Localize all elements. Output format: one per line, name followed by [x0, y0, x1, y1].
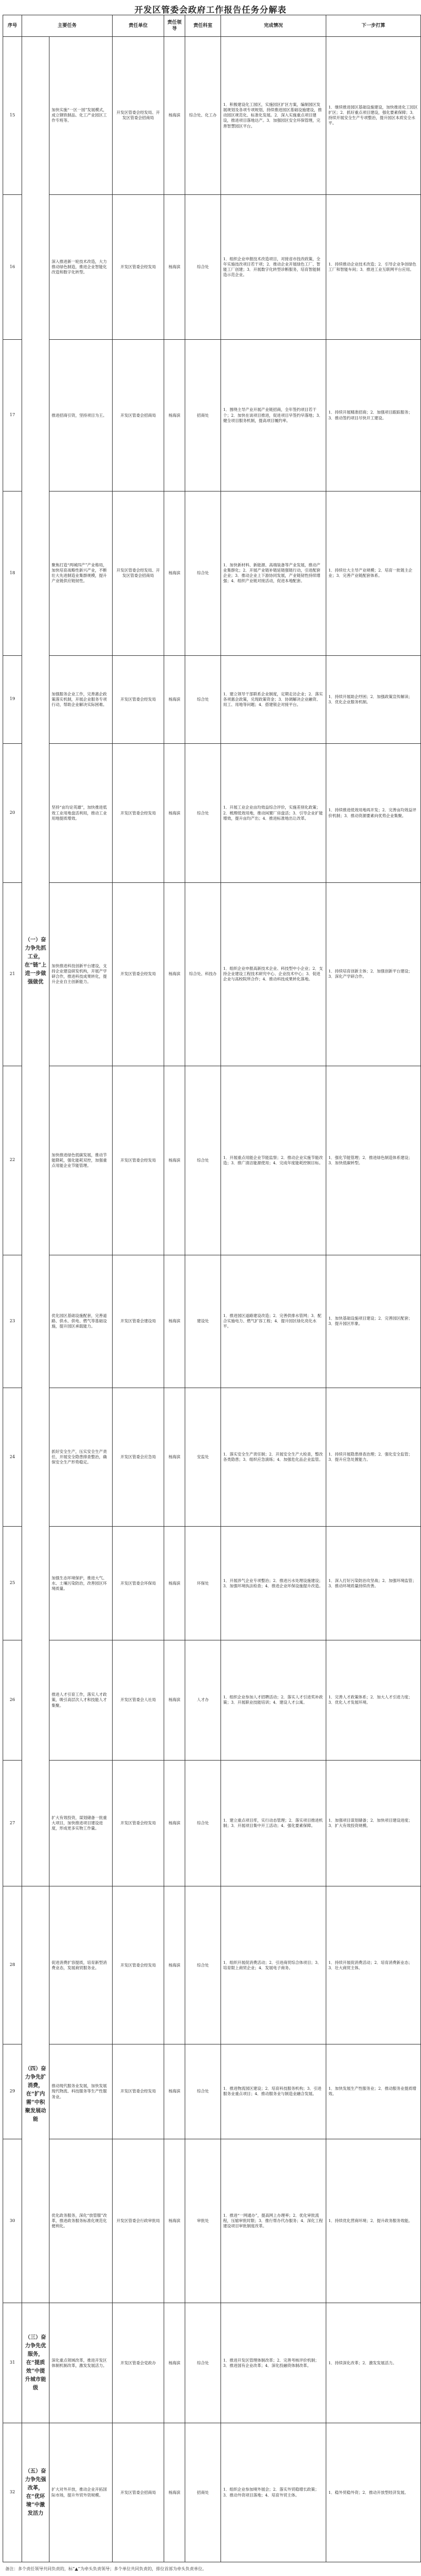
row-seq: 22: [3, 1066, 22, 1255]
row-seq: 25: [3, 1527, 22, 1640]
row-dept: 综合处: [185, 194, 221, 340]
row-seq: 30: [3, 2139, 22, 2303]
row-next: 1．持续深化改革；2．激发发展活力。: [326, 2303, 421, 2423]
row-next: 1．加快发展生产性服务业；2．推动服务业提质增效。: [326, 2044, 421, 2139]
row-lead-unit: 开发区管委会建设局: [113, 1255, 164, 1388]
row-leader: 杨海滨: [164, 2423, 185, 2562]
row-seq: 28: [3, 1886, 22, 2044]
table-row: [3, 1640, 421, 1761]
row-leader: 杨海滨: [164, 1255, 185, 1388]
row-seq: 32: [3, 2423, 22, 2562]
row-dept: 综合处: [185, 744, 221, 883]
row-lead-unit: 开发区管委会环保局: [113, 1527, 164, 1640]
row-next: 1．加快基础设施项目建设；2．完善园区配套；3．提升园区形象。: [326, 1255, 421, 1388]
header-row: [3, 15, 421, 37]
table-row: [3, 2044, 421, 2139]
row-seq: 24: [3, 1388, 22, 1527]
row-next: 1．强化节能管理；2．推进绿色制造体系建设；3．加快低碳转型。: [326, 1066, 421, 1255]
row-seq: 17: [3, 340, 22, 491]
row-progress: 1．建立重点项目库，实行动态管理；2．落实项目推进机制；3．开展项目集中开工活动；4．强化要素保障。: [221, 1760, 326, 1886]
row-dept: 审批处: [185, 2139, 221, 2303]
row-seq: 15: [3, 37, 22, 195]
row-task: 促进消费扩容提质，培育新型消费业态，发展商贸服务业。: [49, 1886, 113, 2044]
row-leader: 杨海滨: [164, 491, 185, 655]
row-leader: 杨海滨: [164, 194, 185, 340]
row-lead-unit: 开发区管委会经发局: [113, 194, 164, 340]
table-row: [3, 2423, 421, 2562]
header-lead-unit: 责任单位: [113, 15, 164, 37]
row-task: 优化政务服务，深化“放管服”改革，推进政务服务标准化规范化便利化。: [49, 2139, 113, 2303]
row-progress: 1．组织企业参加境外展会；2．落实外贸稳增长政策；3．推动外资项目落地；4．培育外贸主体。: [221, 2423, 326, 2562]
table-row: [3, 2303, 421, 2423]
table-row: [3, 1760, 421, 1886]
row-leader: 杨海滨: [164, 655, 185, 744]
row-task: 抓好安全生产，压实安全生产责任，开展安全隐患排查整治，确保安全生产形势稳定。: [49, 1388, 113, 1527]
row-next: 1．完善人才政策体系；2．加大人才引进力度；3．优化人才发展环境。: [326, 1640, 421, 1761]
row-leader: 杨海滨: [164, 744, 185, 883]
header-dept: 责任科室: [185, 15, 221, 37]
row-next: 1．持续开展助企纾困；2．加强政策宣传解读；3．优化企业服务机制。: [326, 655, 421, 744]
row-progress: 1．组织企业参加人才招聘活动；2．落实人才引进奖补政策；3．开展职业技能培训；4．建设人才公寓。: [221, 1640, 326, 1761]
row-leader: 杨海滨: [164, 1886, 185, 2044]
row-dept: 综合处、科技办: [185, 882, 221, 1066]
row-next: 1．持续推动企业技术改造；2．引导企业争创绿色工厂和智能车间；3．推进工业互联网平台应用。: [326, 194, 421, 340]
row-dept: 安监处: [185, 1388, 221, 1527]
row-task: 聚焦打造“两城四产”产业格局，加快培育战略性新兴产业，不断壮大先进制造业集群规模，提升产业链供应链韧性。: [49, 491, 113, 655]
row-seq: 20: [3, 744, 22, 883]
row-next: 1．持续培育创新主体；2．加强创新平台建设；3．深化产学研合作。: [326, 882, 421, 1066]
category-label: （五）奋力争先强改革，在“优环境”中激发活力: [22, 2423, 49, 2562]
row-progress: 1．加快新材料、新能源、高端装备等产业发展，推动产业集群化；2．开展产业链补链延链强链行动，引进配套企业；3．推动企业上下游协同发展，产业链韧性持续增强；4．组织产业链对接活动，促进本地配套。: [221, 491, 326, 655]
row-next: 1．加强项目谋划储备；2．加快项目建设进度；3．扩大有效投资规模。: [326, 1760, 421, 1886]
table-row: [3, 1066, 421, 1255]
table-row: [3, 1527, 421, 1640]
row-lead-unit: 开发区管委会应急局: [113, 1388, 164, 1527]
row-next: 1．持续开展隐患排查治理；2．强化安全监管；3．提升应急处置能力。: [326, 1388, 421, 1527]
row-lead-unit: 开发区管委会行政审批局: [113, 2139, 164, 2303]
category-label: （一）奋力争先抓工业，在“链”上进一步做强做优: [22, 37, 49, 1886]
row-task: 坚持“亩均论英雄”，加快推进低效工业用地盘活利用，推动工业用地提质增效。: [49, 744, 113, 883]
row-task: 加快实施“一区一园”发展模式，成立钢铁制品、化工产业园区工作专班等。: [49, 37, 113, 195]
row-seq: 29: [3, 2044, 22, 2139]
table-row: [3, 194, 421, 340]
table-row: [3, 882, 421, 1066]
row-seq: 23: [3, 1255, 22, 1388]
row-lead-unit: 开发区管委会经发局: [113, 2044, 164, 2139]
row-seq: 21: [3, 882, 22, 1066]
table-row: [3, 655, 421, 744]
row-next: 1．继续推进园区基础设施建设，加快推进化工园区扩区；2．抓好重点项目建设，强化要素保障；3．持续开展安全生产专项整治，提升园区本质安全水平。: [326, 37, 421, 195]
row-progress: 1．组织企业申报技术改造项目，对接省市技改政策，全年实施技改项目若干项；2．推动企业开展绿色工厂、智能工厂创建；3．开展数字化转型诊断服务，培育智能制造示范企业。: [221, 194, 326, 340]
row-dept: 招商处: [185, 340, 221, 491]
footnote: 备注：多个责任领导共同负责的，标“▲”为牵头负责领导；多个单位共同负责的，排位首部为牵头负责单位。: [5, 2567, 207, 2571]
row-task: 优化园区基础设施配套，完善道路、供水、供电、燃气等基础设施，提升园区承载能力。: [49, 1255, 113, 1388]
row-dept: 综合处: [185, 1760, 221, 1886]
row-leader: 杨海滨: [164, 2303, 185, 2423]
row-progress: 1．组织开展促消费活动；2．引进商贸综合体项目；3．培育限上商贸企业；4．发展电子商务。: [221, 1886, 326, 2044]
row-progress: 1．开展工业企业亩均效益综合评价，实施差别化政策；2．梳理低效用地，推动闲置厂房盘活；3．引导企业扩能增效，提升亩均产出；4．推进标准地出让改革。: [221, 744, 326, 883]
row-progress: 1．推进园区道路建设改造；2．完善供排水管网；3．配合实施电力、燃气扩容工程；4．提升园区绿化亮化水平。: [221, 1255, 326, 1388]
header-next: 下一步打算: [326, 15, 421, 37]
row-seq: 27: [3, 1760, 22, 1886]
row-leader: 杨海滨: [164, 882, 185, 1066]
row-leader: 杨海滨: [164, 2139, 185, 2303]
table-row: [3, 491, 421, 655]
row-task: 推进招商引资，坚持项目为王。: [49, 340, 113, 491]
row-next: 1．持续壮大主导产业规模；2．培育一批链主企业；3．完善产业链配套体系。: [326, 491, 421, 655]
table-row: [3, 37, 421, 195]
row-seq: 26: [3, 1640, 22, 1761]
row-lead-unit: 开发区管委会招商局: [113, 340, 164, 491]
row-lead-unit: 开发区管委会经发局: [113, 744, 164, 883]
row-seq: 16: [3, 194, 22, 340]
row-progress: 1．开展涉气企业专项整治；2．推进污水处理设施建设；3．加强环境执法检查；4．推进企业环保设施提升改造。: [221, 1527, 326, 1640]
row-leader: 杨海滨: [164, 37, 185, 195]
header-task: 主要任务: [22, 15, 113, 37]
row-task: 扩大对外开放，推动企业开拓国际市场，提升外贸外资规模。: [49, 2423, 113, 2562]
row-lead-unit: 开发区管委会经发局: [113, 655, 164, 744]
table-row: [3, 1886, 421, 2044]
row-seq: 19: [3, 655, 22, 744]
row-progress: 1．开展重点用能企业节能监察；2．推动企业实施节能改造；3．推广清洁能源使用；4．完成年度能耗控制目标。: [221, 1066, 326, 1255]
row-seq: 31: [3, 2303, 22, 2423]
row-lead-unit: 开发区管委会经发局: [113, 1886, 164, 2044]
row-task: 加快推进绿色低碳发展，推动节能降耗，强化能耗双控，加强重点用能企业节能管理。: [49, 1066, 113, 1255]
row-leader: 杨海滨: [164, 1640, 185, 1761]
row-task: 加快推进科技创新平台建设，支持企业建设研发机构，开展产学研合作，推进科技成果转化，提升企业自主创新能力。: [49, 882, 113, 1066]
row-next: 1．持续优化营商环境；2．提升政务服务效能。: [326, 2139, 421, 2303]
row-task: 深入推进新一轮技术改造，大力推动绿色制造，推进企业智能化改造和数字化转型。: [49, 194, 113, 340]
row-progress: 1．推进开发区管理体制改革；2．完善考核评价机制；3．推进国有企业改革；4．深化投融资体制改革。: [221, 2303, 326, 2423]
row-task: 深化重点领域改革，推进开发区体制机制改革，激发发展活力。: [49, 2303, 113, 2423]
row-task: 推动现代服务业发展，加快发展现代物流、科技服务等生产性服务业。: [49, 2044, 113, 2139]
row-lead-unit: 开发区管委会经发局、开发区管委会招商局: [113, 37, 164, 195]
category-label: （三）奋力争先优服务，在“提质效”中提升城市能级: [22, 2303, 49, 2423]
table-row: [3, 340, 421, 491]
table-row: [3, 1255, 421, 1388]
category-label: （四）奋力争先扩消费，在“扩内需”中积聚发展动能: [22, 1886, 49, 2303]
header-progress: 完成情况: [221, 15, 326, 37]
page-title: 开发区管委会政府工作报告任务分解表: [134, 5, 287, 15]
table-row: [3, 2139, 421, 2303]
row-lead-unit: 开发区管委会人社局: [113, 1640, 164, 1761]
row-lead-unit: 开发区管委会招商局: [113, 2423, 164, 2562]
row-next: 1．持续开展促消费活动；2．培育消费新业态；3．壮大商贸主体。: [326, 1886, 421, 2044]
row-dept: 环保处: [185, 1527, 221, 1640]
row-leader: 杨海滨: [164, 1527, 185, 1640]
row-progress: 1．建立领导干部联系企业制度，定期走访企业；2．落实各项惠企政策，兑现政策资金；3．协调解决企业融资、用工、用地等问题；4．搭建银企对接平台。: [221, 655, 326, 744]
row-progress: 1．积极建设化工园区，实施园区扩区方案，编制园区发展规划及各项专项规划，持续推进园区基础设施建设，推动园区规范化、标准化发展。2．深入实施重点项目建设，推进项目落地达产。3．加强园区安全环保管理，完善智慧园区平台。: [221, 37, 326, 195]
row-lead-unit: 开发区管委会党政办: [113, 2303, 164, 2423]
task-table: [3, 15, 421, 2562]
row-leader: 杨海滨: [164, 1066, 185, 1255]
row-progress: 1．组织企业申报高新技术企业、科技型中小企业；2．支持企业建设工程技术研究中心、企业技术中心；3．促进企业与高校院所合作；4．推动科技成果转化落地。: [221, 882, 326, 1066]
row-lead-unit: 开发区管委会经发局: [113, 1760, 164, 1886]
row-next: 1．稳外贸稳外资；2．推动开放型经济发展。: [326, 2423, 421, 2562]
row-lead-unit: 开发区管委会经发局: [113, 882, 164, 1066]
row-progress: 1．推进物流园区建设；2．培育科技服务机构；3．引进服务业重点项目；4．推动服务业与制造业融合发展。: [221, 2044, 326, 2139]
row-dept: 综合处: [185, 1886, 221, 2044]
row-task: 扩大有效投资，谋划储备一批重大项目，加快推进项目建设进度，形成更多实物工作量。: [49, 1760, 113, 1886]
row-leader: 杨海滨: [164, 1760, 185, 1886]
row-dept: 综合处: [185, 2044, 221, 2139]
row-progress: 1．围绕主导产业开展产业链招商，全年签约项目若干个；2．加快在谈项目推进，促进项目早签约早落地；3．健全项目服务机制，提高项目履约率。: [221, 340, 326, 491]
row-next: 1．持续开展精准招商；2．加强项目跟踪服务；3．推动签约项目尽快开工建设。: [326, 340, 421, 491]
row-dept: 人才办: [185, 1640, 221, 1761]
row-dept: 建设处: [185, 1255, 221, 1388]
row-next: 1．持续推进低效用地再开发；2．完善亩均效益评价机制；3．推动资源要素向优势企业集聚。: [326, 744, 421, 883]
header-leader: 责任领导: [164, 15, 185, 37]
table-row: [3, 744, 421, 883]
row-lead-unit: 开发区管委会经发局、开发区管委会招商局: [113, 491, 164, 655]
row-dept: 综合处: [185, 491, 221, 655]
row-dept: 综合处: [185, 1066, 221, 1255]
row-dept: 综合处: [185, 2303, 221, 2423]
row-task: 加强服务企业工作，完善惠企政策落实机制，开展企业服务专项行动，帮助企业解决实际困难。: [49, 655, 113, 744]
row-task: 推进人才引育工作，落实人才政策，吸引高层次人才和技能人才集聚。: [49, 1640, 113, 1761]
row-leader: 杨海滨: [164, 340, 185, 491]
row-progress: 1．落实安全生产责任制；2．开展安全生产大检查，整改各类隐患；3．组织应急演练；4．加强危化品企业监管。: [221, 1388, 326, 1527]
table-row: [3, 1388, 421, 1527]
row-dept: 招商处: [185, 2423, 221, 2562]
row-dept: 综合处: [185, 655, 221, 744]
row-seq: 18: [3, 491, 22, 655]
row-dept: 综合处、化工办: [185, 37, 221, 195]
row-progress: 1．推进“一网通办”，提高网上办理率；2．优化审批流程，压缩审批时限；3．推行帮办代办服务；4．深化工程建设项目审批制度改革。: [221, 2139, 326, 2303]
header-seq: 序号: [3, 15, 22, 37]
row-leader: 杨海滨: [164, 1388, 185, 1527]
row-task: 加强生态环境保护，推进大气、水、土壤污染防治，改善园区环境质量。: [49, 1527, 113, 1640]
row-lead-unit: 开发区管委会经发局: [113, 1066, 164, 1255]
task-table-body: [3, 37, 421, 2562]
row-next: 1．深入打好污染防治攻坚战；2．加强环境监管；3．推动环境质量持续改善。: [326, 1527, 421, 1640]
row-leader: 杨海滨: [164, 2044, 185, 2139]
